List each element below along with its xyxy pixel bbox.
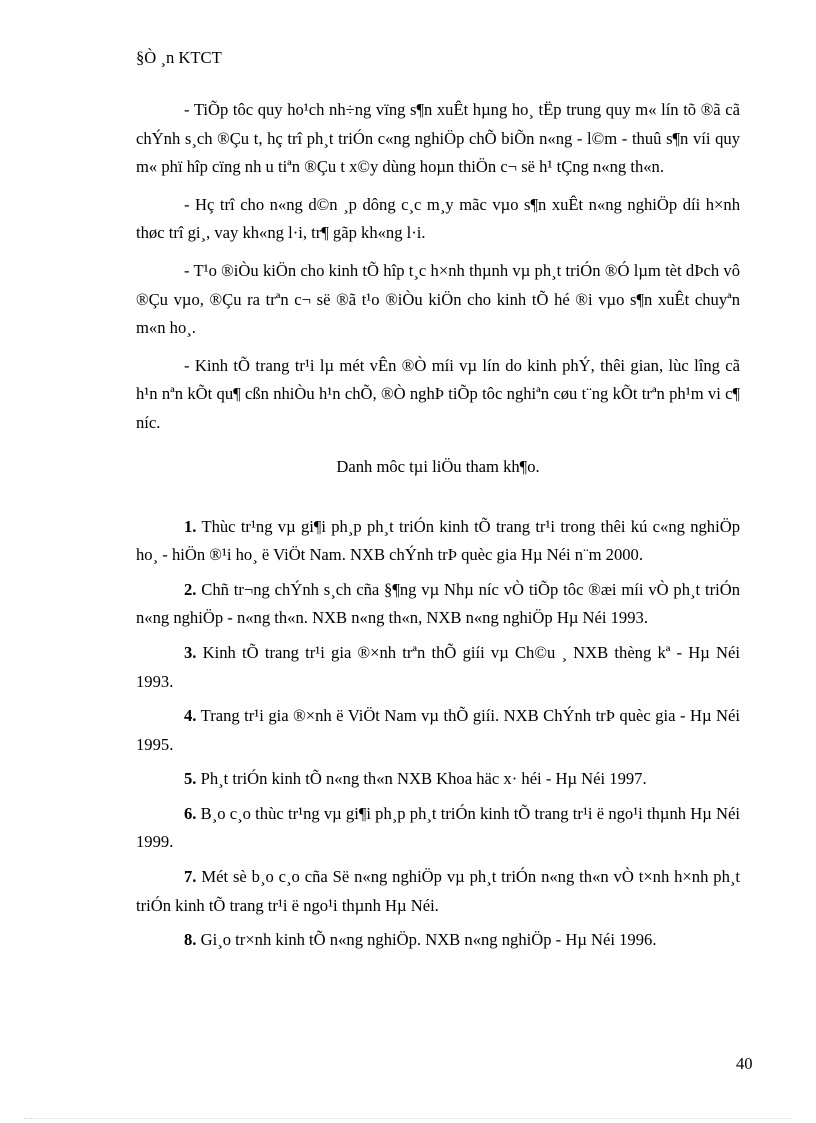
body-paragraph-4: - Kinh tÕ trang tr¹i lµ mét vÊn ®Ò míi vµ lín do kinh phÝ, thêi gian, lùc lîng cã h¹n nªn kÕt qu¶ cßn nhiÒu h¹n chÕ, ®Ò nghÞ tiÕp tôc nghiªn cøu t¨ng kÕt trªn ph¹m vi c¶ níc.: [136, 355, 740, 432]
reference-number: 6.: [184, 803, 197, 823]
footer-divider: [24, 1118, 792, 1119]
page-header: §Ò ¸n KTCT: [136, 48, 222, 67]
reference-item-6: [136, 800, 740, 857]
reference-text: Mét sè b¸o c¸o cña Së n«ng nghiÖp vµ ph¸t triÓn n«ng th«n vÒ t×nh h×nh ph¸t triÓn kinh tÕ trang tr¹i ë ngo¹i thµnh Hµ Néi.: [136, 867, 740, 915]
reference-item-8: [136, 926, 740, 955]
reference-number: 1.: [184, 516, 197, 536]
reference-text: Thùc tr¹ng vµ gi¶i ph¸p ph¸t triÓn kinh tÕ trang tr¹i trong thêi kú c«ng nghiÖp ho¸ - hiÖn ®¹i ho¸ ë ViÖt Nam. NXB chÝnh trÞ quèc gia Hµ Néi n¨m 2000.: [136, 516, 740, 565]
reference-item-2: [136, 576, 740, 633]
reference-text: Gi¸o tr×nh kinh tÕ n«ng nghiÖp. NXB n«ng nghiÖp - Hµ Néi 1996.: [200, 930, 657, 950]
reference-text: Chñ tr¬ng chÝnh s¸ch cña §¶ng vµ Nhµ níc vÒ tiÕp tôc ®æi míi vÒ ph¸t triÓn n«ng nghiÖp - n«ng th«n. NXB n«ng th«n, NXB n«ng nghiÖp Hµ Néi 1993.: [136, 579, 740, 628]
reference-text: B¸o c¸o thùc tr¹ng vµ gi¶i ph¸p ph¸t triÓn kinh tÕ trang tr¹i ë ngo¹i thµnh Hµ Néi 1999.: [136, 803, 740, 852]
reference-item-5: [136, 765, 740, 794]
references-heading: Danh môc tµi liÖu tham kh¶o.: [336, 456, 540, 476]
document-body: [136, 96, 740, 961]
reference-item-4: [136, 702, 740, 759]
reference-text: Trang tr¹i gia ®×nh ë ViÖt Nam vµ thÕ giíi. NXB ChÝnh trÞ quèc gia - Hµ Néi 1995.: [136, 706, 740, 754]
body-paragraph-1: - TiÕp tôc quy ho¹ch nh÷ng vïng s¶n xuÊt hµng ho¸ tËp trung quy m« lín tõ ®ã cã chÝnh s¸ch ®Çu t, hç trî ph¸t triÓn c«ng nghiÖp chÕ biÕn n«ng - l©m - thuû s¶n víi quy m« phï hîp cïng nh u tiªn ®Çu t x©y dùng hoµn thiÖn c¬ së h¹ tÇng n«ng th«n.: [136, 100, 740, 177]
body-paragraph-2: - Hç trî cho n«ng d©n ¸p dông c¸c m¸y mãc vµo s¶n xuÊt n«ng nghiÖp díi h×nh thøc trî gi¸, vay kh«ng l·i, tr¶ gãp kh«ng l·i.: [136, 194, 740, 243]
reference-number: 7.: [184, 867, 197, 887]
reference-item-1: [136, 513, 740, 570]
reference-item-3: [136, 639, 740, 696]
reference-item-7: [136, 863, 740, 920]
reference-number: 5.: [184, 769, 197, 789]
reference-number: 2.: [184, 579, 197, 599]
reference-text: Ph¸t triÓn kinh tÕ n«ng th«n NXB Khoa häc x· héi - Hµ Néi 1997.: [200, 769, 647, 789]
body-paragraph-3: - T¹o ®iÒu kiÖn cho kinh tÕ hîp t¸c h×nh thµnh vµ ph¸t triÓn ®Ó lµm tèt dÞch vô ®Çu vµo, ®Çu ra trªn c¬ së ®ã t¹o ®iÒu kiÖn cho kinh tÕ hé ®i vµo s¶n xuÊt chuyªn m«n ho¸.: [136, 260, 740, 338]
reference-number: 4.: [184, 706, 197, 726]
reference-list: [136, 513, 740, 955]
reference-number: 8.: [184, 930, 197, 950]
reference-number: 3.: [184, 642, 197, 662]
reference-text: Kinh tÕ trang tr¹i gia ®×nh trªn thÕ giíi vµ Ch©u ¸ NXB thèng kª - Hµ Néi 1993.: [136, 642, 740, 691]
page-number: 40: [736, 1054, 753, 1073]
